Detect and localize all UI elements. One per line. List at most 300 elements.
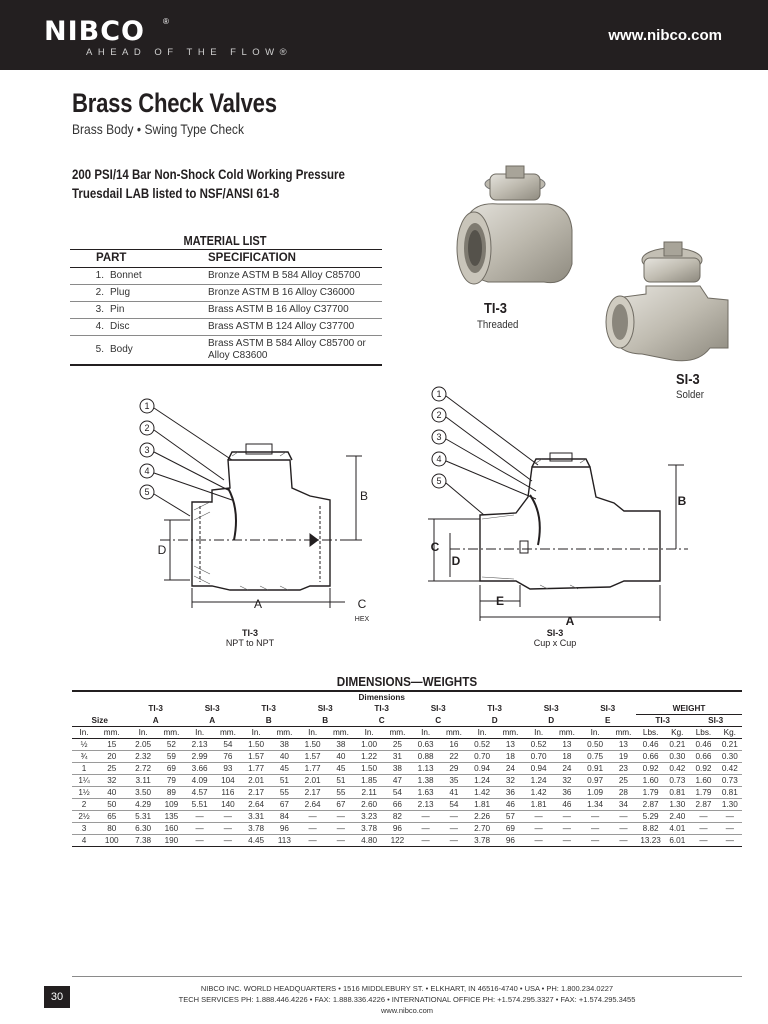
callout-1: 1 [436,389,442,399]
value-cell: 2.87 [689,799,717,811]
value-cell: 3.78 [353,823,384,835]
value-cell: 2.70 [466,823,497,835]
value-cell: 0.30 [665,751,689,763]
size-in-cell: ¾ [72,751,96,763]
letter-header: D [523,715,580,727]
dim-c-letter: C [357,597,367,611]
value-cell: 0.46 [636,739,665,751]
unit-header: In. [72,727,96,739]
value-cell: 45 [328,763,353,775]
value-cell: — [410,811,441,823]
value-cell: 25 [385,739,410,751]
value-cell: 25 [611,775,636,787]
value-cell: — [689,823,717,835]
value-cell: 6.30 [127,823,158,835]
value-cell: 1.50 [353,763,384,775]
callout-2: 2 [144,423,150,433]
model-header: SI-3 [430,704,446,714]
value-cell: 13.23 [636,835,665,847]
value-cell: 57 [498,811,523,823]
value-cell: 3.31 [240,811,271,823]
callout-1: 1 [144,401,150,411]
value-cell: 1.77 [240,763,271,775]
value-cell: 54 [385,787,410,799]
value-cell: 4.01 [665,823,689,835]
value-cell: — [579,823,610,835]
value-cell: 6.01 [665,835,689,847]
value-cell: 47 [385,775,410,787]
part-number: 4. [70,319,110,336]
value-cell: — [579,835,610,847]
value-cell: 1.50 [240,739,271,751]
value-cell: 36 [554,787,579,799]
value-cell: 13 [498,739,523,751]
callout-3: 3 [144,445,150,455]
value-cell: — [554,823,579,835]
value-cell: 55 [328,787,353,799]
table-row [72,763,742,775]
unit-header: In. [523,727,554,739]
value-cell: 1.50 [297,739,328,751]
si-3-type: Solder [676,389,704,401]
size-in-cell: 2½ [72,811,96,823]
value-cell: 1.79 [636,787,665,799]
value-cell: 24 [554,763,579,775]
material-row [70,302,382,319]
value-cell: 79 [159,775,184,787]
value-cell: 0.81 [718,787,742,799]
value-cell: — [410,835,441,847]
value-cell: 96 [385,823,410,835]
value-cell: 54 [215,739,240,751]
value-cell: 1.34 [579,799,610,811]
value-cell: — [441,835,466,847]
value-cell: — [297,835,328,847]
value-cell: 54 [441,799,466,811]
letter-header: C [353,715,410,727]
letter-header: A [184,715,241,727]
value-cell: 0.50 [579,739,610,751]
value-cell: 7.38 [127,835,158,847]
value-cell: 35 [441,775,466,787]
value-cell: — [718,835,742,847]
dim-a-letter: A [253,597,263,611]
table-row [72,799,742,811]
material-list-table [70,249,382,366]
table-row [72,811,742,823]
value-cell: — [718,823,742,835]
footer-website[interactable]: www.nibco.com [380,1006,434,1015]
table-row [72,787,742,799]
unit-header: mm. [611,727,636,739]
value-cell: 0.94 [523,763,554,775]
letter-header: B [297,715,354,727]
value-cell: 1.60 [689,775,717,787]
size-header: Size [72,715,127,727]
value-cell: 135 [159,811,184,823]
value-cell: 113 [272,835,297,847]
si-3-section-diagram [420,385,710,630]
table-row [72,739,742,751]
part-header: PART [70,250,208,268]
material-header-row [70,250,382,268]
ti-3-valve-photo [448,164,578,304]
value-cell: — [328,835,353,847]
unit-header: mm. [554,727,579,739]
value-cell: 0.91 [579,763,610,775]
value-cell: — [297,823,328,835]
value-cell: 109 [159,799,184,811]
si-3-valve-photo [602,236,732,366]
value-cell: 3.23 [353,811,384,823]
value-cell: 89 [159,787,184,799]
value-cell: 52 [159,739,184,751]
value-cell: 3.50 [127,787,158,799]
value-cell: 1.09 [579,787,610,799]
value-cell: 0.46 [689,739,717,751]
value-cell: 2.01 [297,775,328,787]
material-row [70,319,382,336]
size-in-cell: 2 [72,799,96,811]
table-row [72,775,742,787]
part-number: 3. [70,302,110,319]
model-header: TI-3 [487,704,502,714]
ti-3-diagram-caption [190,628,310,648]
dim-b-letter: B [359,489,369,503]
value-cell: 3.78 [466,835,497,847]
size-in-cell: 1¼ [72,775,96,787]
value-cell: 76 [215,751,240,763]
value-cell: 2.40 [665,811,689,823]
callout-2: 2 [436,410,442,420]
dim-d-letter: D [451,554,461,568]
value-cell: 1.13 [410,763,441,775]
value-cell: 28 [611,787,636,799]
value-cell: — [410,823,441,835]
value-cell: 2.64 [297,799,328,811]
value-cell: 38 [385,763,410,775]
size-in-cell: ½ [72,739,96,751]
table-row [72,835,742,847]
unit-header: mm. [441,727,466,739]
letter-header: C [410,715,467,727]
model-header: TI-3 [374,704,389,714]
value-cell: 140 [215,799,240,811]
dim-b-letter: B [677,494,687,508]
value-cell: 0.73 [718,775,742,787]
value-cell: 16 [441,739,466,751]
ti-3-diagram-model: TI-3 [241,628,258,638]
value-cell: 2.17 [297,787,328,799]
value-cell: 2.13 [410,799,441,811]
value-cell: 0.70 [523,751,554,763]
value-cell: — [184,835,215,847]
unit-header: mm. [96,727,127,739]
value-cell: 40 [328,751,353,763]
unit-header: Kg. [718,727,742,739]
value-cell: 4.45 [240,835,271,847]
table-row [72,823,742,835]
value-cell: 2.26 [466,811,497,823]
footer-address: NIBCO INC. WORLD HEADQUARTERS • 1516 MIDDLEBURY ST. • ELKHART, IN 46516-4740 • USA • PH: 1.800.234.0227 [200,984,614,993]
unit-header: In. [579,727,610,739]
page-number: 30 [44,986,70,1008]
dimensions-group-label: Dimensions [127,691,636,703]
dim-unit-row [72,727,742,739]
value-cell: 66 [385,799,410,811]
unit-header: Lbs. [689,727,717,739]
dim-d-letter: D [157,543,167,557]
value-cell: 0.52 [466,739,497,751]
value-cell: 18 [498,751,523,763]
unit-header: In. [410,727,441,739]
value-cell: — [441,823,466,835]
nsf-spec: Truesdail LAB listed to NSF/ANSI 61-8 [72,185,280,201]
ti-3-label: TI-3 [484,300,507,317]
dim-model-row [72,703,742,715]
letter-header: A [127,715,184,727]
model-header: SI-3 [204,704,220,714]
model-header: TI-3 [148,704,163,714]
material-list-title: MATERIAL LIST [183,233,267,248]
value-cell: 45 [272,763,297,775]
part-spec: Brass ASTM B 584 Alloy C85700 or Alloy C83600 [208,336,382,366]
value-cell: 19 [611,751,636,763]
value-cell: 1.60 [636,775,665,787]
size-mm-cell: 100 [96,835,127,847]
value-cell: 13 [611,739,636,751]
value-cell: 82 [385,811,410,823]
value-cell: 4.09 [184,775,215,787]
value-cell: 2.87 [636,799,665,811]
table-row [72,751,742,763]
si-3-label: SI-3 [676,371,700,388]
footer-divider [72,976,742,977]
value-cell: 8.82 [636,823,665,835]
size-in-cell: 4 [72,835,96,847]
value-cell: 13 [554,739,579,751]
value-cell: 32 [554,775,579,787]
value-cell: — [611,823,636,835]
unit-header: mm. [159,727,184,739]
value-cell: 116 [215,787,240,799]
value-cell: 4.57 [184,787,215,799]
unit-header: In. [353,727,384,739]
dim-group-row [72,691,742,703]
size-in-cell: 1 [72,763,96,775]
part-spec: Bronze ASTM B 16 Alloy C36000 [208,285,382,302]
value-cell: 0.66 [636,751,665,763]
si-3-diagram-desc: Cup x Cup [533,638,577,648]
si-3-diagram-model: SI-3 [546,628,564,638]
value-cell: 0.63 [410,739,441,751]
part-name: Disc [110,319,208,336]
dimensions-table [72,690,742,847]
size-mm-cell: 65 [96,811,127,823]
callout-5: 5 [436,476,442,486]
letter-header: D [466,715,523,727]
value-cell: 1.24 [523,775,554,787]
value-cell: 3.66 [184,763,215,775]
value-cell: 2.99 [184,751,215,763]
model-header: SI-3 [600,704,616,714]
value-cell: 0.42 [718,763,742,775]
value-cell: 104 [215,775,240,787]
value-cell: 0.70 [466,751,497,763]
value-cell: 1.57 [297,751,328,763]
value-cell: 122 [385,835,410,847]
unit-header: In. [184,727,215,739]
pressure-spec: 200 PSI/14 Bar Non-Shock Cold Working Pressure [72,166,345,182]
value-cell: 2.11 [353,787,384,799]
dimensions-body [72,739,742,847]
value-cell: — [554,811,579,823]
unit-header: In. [240,727,271,739]
value-cell: 0.52 [523,739,554,751]
value-cell: 84 [272,811,297,823]
part-name: Plug [110,285,208,302]
nibco-logo: NIBCO [44,16,145,47]
value-cell: — [215,823,240,835]
unit-header: In. [297,727,328,739]
value-cell: — [554,835,579,847]
dim-a-letter: A [565,614,575,628]
page-header [0,0,768,70]
part-number: 5. [70,336,110,366]
spec-header: SPECIFICATION [208,250,382,268]
value-cell: 0.81 [665,787,689,799]
size-in-cell: 1½ [72,787,96,799]
value-cell: 1.77 [297,763,328,775]
value-cell: — [523,811,554,823]
value-cell: 0.42 [665,763,689,775]
value-cell: 1.24 [466,775,497,787]
model-header: TI-3 [261,704,276,714]
value-cell: 160 [159,823,184,835]
value-cell: 36 [498,787,523,799]
size-mm-cell: 32 [96,775,127,787]
value-cell: 2.32 [127,751,158,763]
value-cell: 2.17 [240,787,271,799]
value-cell: 1.63 [410,787,441,799]
value-cell: 46 [498,799,523,811]
letter-header: B [240,715,297,727]
value-cell: 1.22 [353,751,384,763]
value-cell: 38 [272,739,297,751]
value-cell: — [297,811,328,823]
value-cell: 0.21 [665,739,689,751]
dim-c-letter: C [430,540,440,554]
value-cell: 5.29 [636,811,665,823]
model-header: SI-3 [543,704,559,714]
model-header: SI-3 [317,704,333,714]
value-cell: 51 [272,775,297,787]
value-cell: 69 [498,823,523,835]
value-cell: 4.80 [353,835,384,847]
page-subtitle: Brass Body • Swing Type Check [72,121,244,137]
value-cell: 0.94 [466,763,497,775]
value-cell: — [689,835,717,847]
material-row [70,285,382,302]
value-cell: 69 [159,763,184,775]
value-cell: 5.51 [184,799,215,811]
material-row [70,268,382,285]
dim-e-letter: E [495,594,505,608]
value-cell: 51 [328,775,353,787]
value-cell: 67 [272,799,297,811]
callout-4: 4 [144,466,150,476]
unit-header: mm. [328,727,353,739]
value-cell: — [441,811,466,823]
ti-3-section-diagram [120,390,390,625]
value-cell: 34 [611,799,636,811]
value-cell: 0.30 [718,751,742,763]
unit-header: Kg. [665,727,689,739]
value-cell: — [579,811,610,823]
hex-label: HEX [354,616,370,623]
value-cell: 1.38 [410,775,441,787]
value-cell: 96 [498,835,523,847]
ti-3-type: Threaded [477,319,519,331]
value-cell: 18 [554,751,579,763]
value-cell: 29 [441,763,466,775]
value-cell: 0.21 [718,739,742,751]
value-cell: 0.92 [636,763,665,775]
size-mm-cell: 25 [96,763,127,775]
value-cell: 1.81 [523,799,554,811]
value-cell: — [215,835,240,847]
value-cell: 23 [611,763,636,775]
value-cell: 0.66 [689,751,717,763]
value-cell: 2.64 [240,799,271,811]
website-link[interactable]: www.nibco.com [608,27,722,44]
unit-header: mm. [272,727,297,739]
value-cell: 0.73 [665,775,689,787]
value-cell: 3.11 [127,775,158,787]
value-cell: 93 [215,763,240,775]
value-cell: 0.88 [410,751,441,763]
callout-4: 4 [436,454,442,464]
unit-header: In. [127,727,158,739]
ti-3-diagram-desc: NPT to NPT [225,638,275,648]
value-cell: 22 [441,751,466,763]
value-cell: 0.92 [689,763,717,775]
size-mm-cell: 20 [96,751,127,763]
value-cell: 0.97 [579,775,610,787]
part-name: Body [110,336,208,366]
value-cell: 1.42 [466,787,497,799]
part-number: 2. [70,285,110,302]
value-cell: — [328,823,353,835]
weight-header: WEIGHT [636,703,742,715]
footer-phones: TECH SERVICES PH: 1.888.446.4226 • FAX: 1.888.336.4226 • INTERNATIONAL OFFICE PH: +1.574.295.3327 • FAX: +1.574.295.3455 [178,995,636,1004]
unit-header: mm. [385,727,410,739]
value-cell: 1.57 [240,751,271,763]
part-spec: Brass ASTM B 124 Alloy C37700 [208,319,382,336]
size-mm-cell: 40 [96,787,127,799]
value-cell: 3.78 [240,823,271,835]
part-spec: Bronze ASTM B 584 Alloy C85700 [208,268,382,285]
value-cell: 2.72 [127,763,158,775]
value-cell: — [718,811,742,823]
value-cell: 96 [272,823,297,835]
value-cell: 40 [272,751,297,763]
value-cell: 1.81 [466,799,497,811]
value-cell: 1.30 [665,799,689,811]
value-cell: 2.05 [127,739,158,751]
weight-model-header: SI-3 [689,715,742,727]
callout-3: 3 [436,432,442,442]
